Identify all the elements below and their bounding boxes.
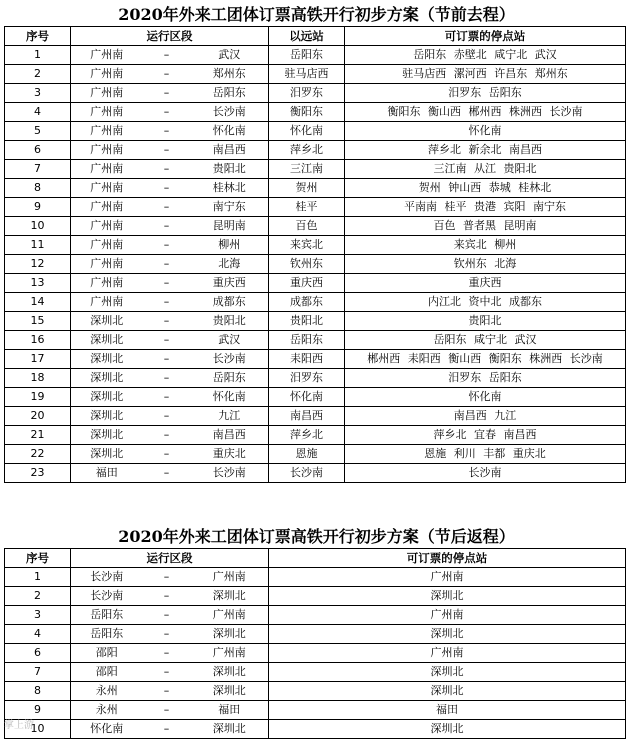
table-row <box>5 236 626 255</box>
stop-stations: 广州南 <box>269 568 626 587</box>
farthest-station: 百色 <box>269 217 345 236</box>
farthest-station: 衡阳东 <box>269 103 345 122</box>
row-number: 14 <box>5 293 71 312</box>
row-number: 2 <box>5 587 71 606</box>
to-station: 柳州 <box>191 236 269 255</box>
stop-stations: 三江南 从江 贵阳北 <box>345 160 626 179</box>
farthest-station: 钦州东 <box>269 255 345 274</box>
header-stops: 可订票的停点站 <box>345 27 626 46</box>
to-station: 南宁东 <box>191 198 269 217</box>
from-station: 深圳北 <box>71 388 143 407</box>
farthest-station: 驻马店西 <box>269 65 345 84</box>
row-number: 6 <box>5 644 71 663</box>
watermark: 掌上游 <box>4 720 34 731</box>
from-station: 长沙南 <box>71 568 143 587</box>
from-station: 广州南 <box>71 293 143 312</box>
from-station: 深圳北 <box>71 426 143 445</box>
farthest-station: 汨罗东 <box>269 369 345 388</box>
dash: – <box>143 103 191 122</box>
from-station: 广州南 <box>71 179 143 198</box>
table-row <box>5 663 626 682</box>
outbound-table <box>4 26 626 483</box>
table-row <box>5 464 626 483</box>
dash: – <box>143 388 191 407</box>
row-number: 23 <box>5 464 71 483</box>
row-number: 6 <box>5 141 71 160</box>
dash: – <box>143 682 191 701</box>
from-station: 永州 <box>71 701 143 720</box>
table-row <box>5 606 626 625</box>
dash: – <box>143 217 191 236</box>
stop-stations: 恩施 利川 丰都 重庆北 <box>345 445 626 464</box>
table-row <box>5 587 626 606</box>
row-number: 8 <box>5 179 71 198</box>
dash: – <box>143 312 191 331</box>
table-row <box>5 445 626 464</box>
to-station: 福田 <box>191 701 269 720</box>
table-row <box>5 568 626 587</box>
table-row <box>5 65 626 84</box>
table-row <box>5 720 626 739</box>
stop-stations: 内江北 资中北 成都东 <box>345 293 626 312</box>
to-station: 长沙南 <box>191 464 269 483</box>
farthest-station: 三江南 <box>269 160 345 179</box>
to-station: 贵阳北 <box>191 160 269 179</box>
stop-stations: 深圳北 <box>269 720 626 739</box>
stop-stations: 平南南 桂平 贵港 宾阳 南宁东 <box>345 198 626 217</box>
row-number: 20 <box>5 407 71 426</box>
table-row <box>5 312 626 331</box>
stop-stations: 怀化南 <box>345 122 626 141</box>
to-station: 昆明南 <box>191 217 269 236</box>
table-row <box>5 198 626 217</box>
row-number: 11 <box>5 236 71 255</box>
to-station: 深圳北 <box>191 587 269 606</box>
to-station: 怀化南 <box>191 388 269 407</box>
farthest-station: 萍乡北 <box>269 141 345 160</box>
dash: – <box>143 46 191 65</box>
table-row <box>5 625 626 644</box>
to-station: 九江 <box>191 407 269 426</box>
to-station: 怀化南 <box>191 122 269 141</box>
table-row <box>5 369 626 388</box>
stop-stations: 南昌西 九江 <box>345 407 626 426</box>
row-number: 1 <box>5 568 71 587</box>
to-station: 郑州东 <box>191 65 269 84</box>
row-number: 21 <box>5 426 71 445</box>
row-number: 8 <box>5 682 71 701</box>
dash: – <box>143 198 191 217</box>
to-station: 贵阳北 <box>191 312 269 331</box>
farthest-station: 桂平 <box>269 198 345 217</box>
from-station: 深圳北 <box>71 350 143 369</box>
farthest-station: 贺州 <box>269 179 345 198</box>
table-row <box>5 46 626 65</box>
dash: – <box>143 407 191 426</box>
section2-title: 2020年外来工团体订票高铁开行初步方案（节后返程） <box>118 527 515 546</box>
farthest-station: 成都东 <box>269 293 345 312</box>
row-number: 22 <box>5 445 71 464</box>
to-station: 岳阳东 <box>191 84 269 103</box>
row-number: 7 <box>5 663 71 682</box>
dash: – <box>143 625 191 644</box>
from-station: 邵阳 <box>71 663 143 682</box>
farthest-station: 岳阳东 <box>269 46 345 65</box>
to-station: 深圳北 <box>191 625 269 644</box>
stop-stations: 深圳北 <box>269 663 626 682</box>
table-row <box>5 141 626 160</box>
dash: – <box>143 701 191 720</box>
stop-stations: 百色 普者黑 昆明南 <box>345 217 626 236</box>
from-station: 岳阳东 <box>71 606 143 625</box>
to-station: 深圳北 <box>191 682 269 701</box>
to-station: 南昌西 <box>191 141 269 160</box>
farthest-station: 汨罗东 <box>269 84 345 103</box>
stop-stations: 汨罗东 岳阳东 <box>345 369 626 388</box>
row-number: 4 <box>5 103 71 122</box>
stop-stations: 重庆西 <box>345 274 626 293</box>
header-no: 序号 <box>5 549 71 568</box>
table-row <box>5 407 626 426</box>
row-number: 3 <box>5 84 71 103</box>
row-number: 4 <box>5 625 71 644</box>
from-station: 广州南 <box>71 46 143 65</box>
from-station: 深圳北 <box>71 445 143 464</box>
from-station: 深圳北 <box>71 312 143 331</box>
dash: – <box>143 720 191 739</box>
dash: – <box>143 274 191 293</box>
row-number: 3 <box>5 606 71 625</box>
stop-stations: 贵阳北 <box>345 312 626 331</box>
row-number: 17 <box>5 350 71 369</box>
table-row <box>5 179 626 198</box>
to-station: 深圳北 <box>191 663 269 682</box>
to-station: 武汉 <box>191 331 269 350</box>
dash: – <box>143 160 191 179</box>
from-station: 广州南 <box>71 84 143 103</box>
row-number: 10 <box>5 217 71 236</box>
header-no: 序号 <box>5 27 71 46</box>
dash: – <box>143 122 191 141</box>
farthest-station: 恩施 <box>269 445 345 464</box>
to-station: 广州南 <box>191 606 269 625</box>
row-number: 12 <box>5 255 71 274</box>
table-row <box>5 122 626 141</box>
stop-stations: 岳阳东 赤壁北 咸宁北 武汉 <box>345 46 626 65</box>
to-station: 成都东 <box>191 293 269 312</box>
stop-stations: 郴州西 耒阳西 衡山西 衡阳东 株洲西 长沙南 <box>345 350 626 369</box>
stop-stations: 福田 <box>269 701 626 720</box>
farthest-station: 来宾北 <box>269 236 345 255</box>
stop-stations: 深圳北 <box>269 587 626 606</box>
from-station: 深圳北 <box>71 369 143 388</box>
to-station: 岳阳东 <box>191 369 269 388</box>
table-header-row <box>5 549 626 568</box>
farthest-station: 重庆西 <box>269 274 345 293</box>
table-row <box>5 331 626 350</box>
stop-stations: 长沙南 <box>345 464 626 483</box>
dash: – <box>143 331 191 350</box>
row-number: 1 <box>5 46 71 65</box>
stop-stations: 衡阳东 衡山西 郴州西 株洲西 长沙南 <box>345 103 626 122</box>
farthest-station: 贵阳北 <box>269 312 345 331</box>
from-station: 广州南 <box>71 274 143 293</box>
dash: – <box>143 255 191 274</box>
stop-stations: 萍乡北 新余北 南昌西 <box>345 141 626 160</box>
dash: – <box>143 369 191 388</box>
table-row <box>5 255 626 274</box>
row-number: 10 <box>5 720 71 739</box>
from-station: 广州南 <box>71 255 143 274</box>
dash: – <box>143 84 191 103</box>
from-station: 广州南 <box>71 160 143 179</box>
table-row <box>5 350 626 369</box>
dash: – <box>143 65 191 84</box>
table-header-row <box>5 27 626 46</box>
table-row <box>5 217 626 236</box>
from-station: 岳阳东 <box>71 625 143 644</box>
farthest-station: 怀化南 <box>269 122 345 141</box>
from-station: 怀化南 <box>71 720 143 739</box>
table-row <box>5 682 626 701</box>
to-station: 长沙南 <box>191 103 269 122</box>
to-station: 重庆西 <box>191 274 269 293</box>
table-row <box>5 644 626 663</box>
farthest-station: 南昌西 <box>269 407 345 426</box>
stop-stations: 钦州东 北海 <box>345 255 626 274</box>
to-station: 广州南 <box>191 644 269 663</box>
from-station: 广州南 <box>71 217 143 236</box>
from-station: 深圳北 <box>71 331 143 350</box>
from-station: 广州南 <box>71 65 143 84</box>
stop-stations: 贺州 钟山西 恭城 桂林北 <box>345 179 626 198</box>
farthest-station: 萍乡北 <box>269 426 345 445</box>
row-number: 2 <box>5 65 71 84</box>
dash: – <box>143 644 191 663</box>
row-number: 15 <box>5 312 71 331</box>
dash: – <box>143 663 191 682</box>
stop-stations: 怀化南 <box>345 388 626 407</box>
header-section: 运行区段 <box>71 27 269 46</box>
dash: – <box>143 179 191 198</box>
header-section: 运行区段 <box>71 549 269 568</box>
stop-stations: 萍乡北 宜春 南昌西 <box>345 426 626 445</box>
to-station: 广州南 <box>191 568 269 587</box>
row-number: 7 <box>5 160 71 179</box>
stop-stations: 深圳北 <box>269 625 626 644</box>
from-station: 深圳北 <box>71 407 143 426</box>
row-number: 19 <box>5 388 71 407</box>
dash: – <box>143 426 191 445</box>
to-station: 深圳北 <box>191 720 269 739</box>
row-number: 9 <box>5 198 71 217</box>
from-station: 邵阳 <box>71 644 143 663</box>
dash: – <box>143 464 191 483</box>
dash: – <box>143 445 191 464</box>
dash: – <box>143 141 191 160</box>
header-farthest: 以远站 <box>269 27 345 46</box>
to-station: 桂林北 <box>191 179 269 198</box>
table-row <box>5 103 626 122</box>
to-station: 北海 <box>191 255 269 274</box>
dash: – <box>143 350 191 369</box>
table-row <box>5 274 626 293</box>
table-row <box>5 388 626 407</box>
dash: – <box>143 606 191 625</box>
stop-stations: 广州南 <box>269 644 626 663</box>
return-table <box>4 548 626 739</box>
section1-title: 2020年外来工团体订票高铁开行初步方案（节前去程） <box>118 5 515 24</box>
dash: – <box>143 568 191 587</box>
row-number: 18 <box>5 369 71 388</box>
row-number: 5 <box>5 122 71 141</box>
from-station: 长沙南 <box>71 587 143 606</box>
table-row <box>5 84 626 103</box>
row-number: 9 <box>5 701 71 720</box>
farthest-station: 岳阳东 <box>269 331 345 350</box>
stop-stations: 来宾北 柳州 <box>345 236 626 255</box>
from-station: 福田 <box>71 464 143 483</box>
dash: – <box>143 587 191 606</box>
from-station: 广州南 <box>71 141 143 160</box>
header-stops: 可订票的停点站 <box>269 549 626 568</box>
table-row <box>5 160 626 179</box>
table-row <box>5 426 626 445</box>
stop-stations: 汨罗东 岳阳东 <box>345 84 626 103</box>
stop-stations: 深圳北 <box>269 682 626 701</box>
farthest-station: 长沙南 <box>269 464 345 483</box>
farthest-station: 耒阳西 <box>269 350 345 369</box>
row-number: 13 <box>5 274 71 293</box>
from-station: 永州 <box>71 682 143 701</box>
from-station: 广州南 <box>71 198 143 217</box>
from-station: 广州南 <box>71 236 143 255</box>
stop-stations: 广州南 <box>269 606 626 625</box>
table-row <box>5 293 626 312</box>
dash: – <box>143 236 191 255</box>
to-station: 重庆北 <box>191 445 269 464</box>
from-station: 广州南 <box>71 122 143 141</box>
to-station: 武汉 <box>191 46 269 65</box>
row-number: 16 <box>5 331 71 350</box>
table-row <box>5 701 626 720</box>
to-station: 南昌西 <box>191 426 269 445</box>
farthest-station: 怀化南 <box>269 388 345 407</box>
stop-stations: 驻马店西 漯河西 许昌东 郑州东 <box>345 65 626 84</box>
stop-stations: 岳阳东 咸宁北 武汉 <box>345 331 626 350</box>
from-station: 广州南 <box>71 103 143 122</box>
to-station: 长沙南 <box>191 350 269 369</box>
dash: – <box>143 293 191 312</box>
